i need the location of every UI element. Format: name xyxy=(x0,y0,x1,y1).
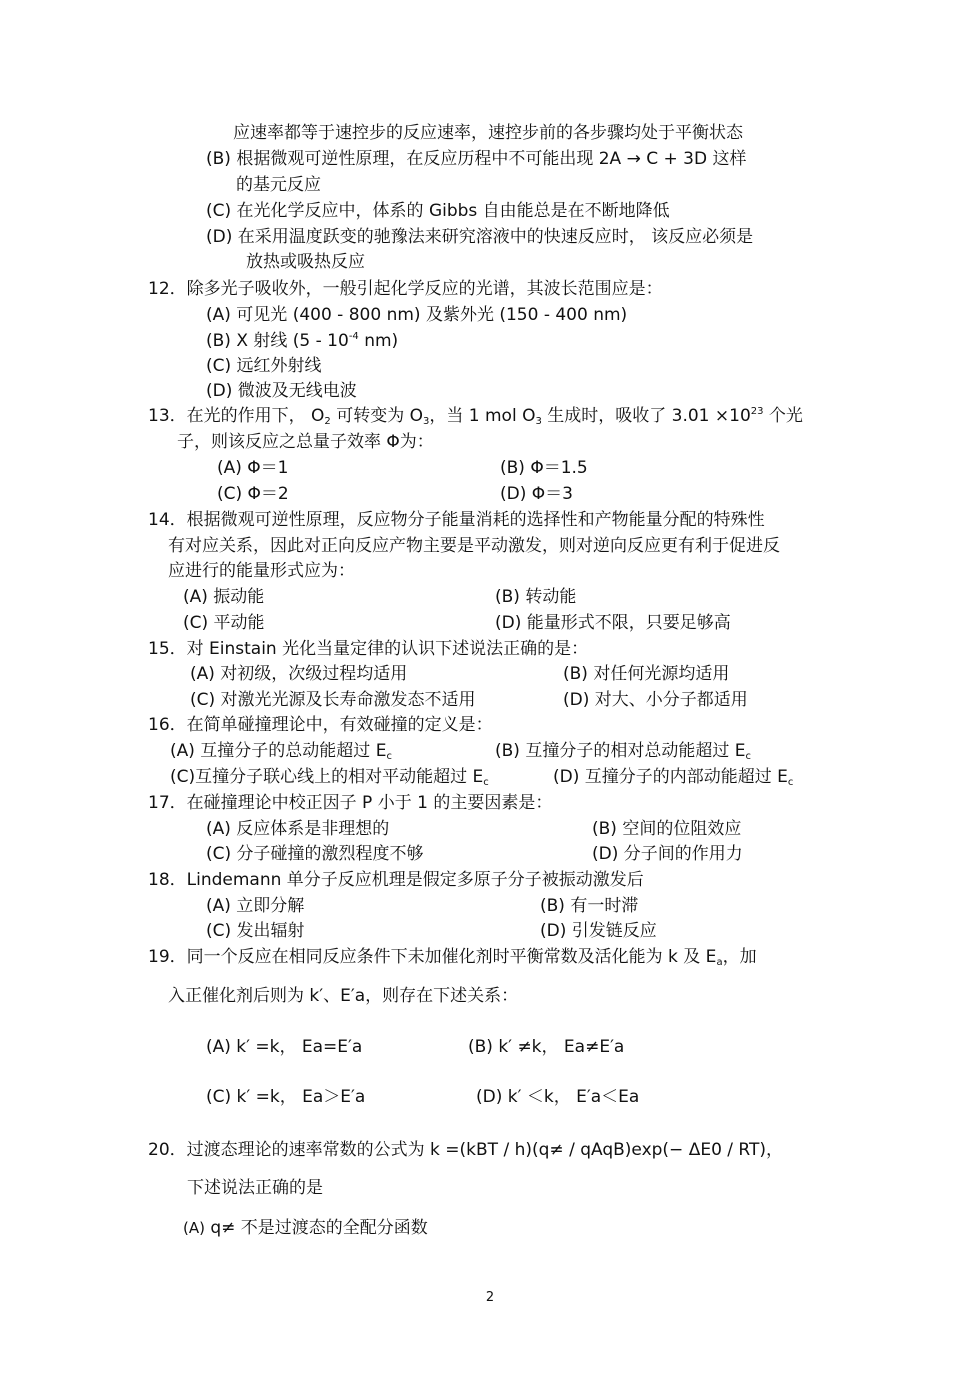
q19-stem-line1: 19．同一个反应在相同反应条件下未加催化剂时平衡常数及活化能为 k 及 $E_a$，加 xyxy=(148,947,757,968)
q20-option-a: (A) q≠ 不是过渡态的全配分函数 xyxy=(183,1218,428,1238)
q11-option-b-line2: 的基元反应 xyxy=(236,175,321,195)
q16-option-a: (A) 互撞分子的总动能超过 $E_c$ xyxy=(170,741,392,762)
q20-stem-line2: 下述说法正确的是 xyxy=(187,1178,323,1198)
q17-stem: 17．在碰撞理论中校正因子 P 小于 1 的主要因素是： xyxy=(148,793,553,813)
q17-option-b: (B) 空间的位阻效应 xyxy=(592,819,742,839)
q12-option-d: (D) 微波及无线电波 xyxy=(206,381,357,401)
q11-option-d-line2: 放热或吸热反应 xyxy=(246,252,365,272)
q12-option-b: (B) X 射线 ($5 - 10^{-4}$ nm) xyxy=(206,331,399,351)
q19-stem-line2: 入正催化剂后则为 k′、E′a，则存在下述关系： xyxy=(168,986,519,1006)
q13-option-b: (B) Φ＝1.5 xyxy=(500,458,588,478)
q17-option-d: (D) 分子间的作用力 xyxy=(592,844,743,864)
q13-option-a: (A) Φ＝1 xyxy=(217,458,289,478)
q16-option-b: (B) 互撞分子的相对总动能超过 $E_c$ xyxy=(495,741,751,762)
q11-option-b-line1: (B) 根据微观可逆性原理，在反应历程中不可能出现 2A → C + 3D 这样 xyxy=(206,149,747,169)
q15-stem: 15．对 Einstain 光化当量定律的认识下述说法正确的是： xyxy=(148,639,589,659)
q20-stem: 20．过渡态理论的速率常数的公式为 k =(kBT / h)(q≠ / qAqB)exp(− ΔE0 / RT)， xyxy=(148,1140,784,1160)
q14-option-b: (B) 转动能 xyxy=(495,587,577,607)
q19-option-a: (A) k′ =k， Ea=E′a xyxy=(206,1037,363,1057)
q11-option-a-continuation: 应速率都等于速控步的反应速率，速控步前的各步骤均处于平衡状态 xyxy=(233,123,743,143)
q13-option-d: (D) Φ＝3 xyxy=(500,484,573,504)
page-number: 2 xyxy=(485,1290,495,1305)
q15-option-b: (B) 对任何光源均适用 xyxy=(563,664,730,684)
q12-stem: 12．除多光子吸收外，一般引起化学反应的光谱，其波长范围应是： xyxy=(148,279,663,299)
q17-option-a: (A) 反应体系是非理想的 xyxy=(206,819,390,839)
q12-option-c: (C) 远红外射线 xyxy=(206,356,322,376)
q18-option-d: (D) 引发链反应 xyxy=(540,921,657,941)
q13-stem-line1: 13．在光的作用下， $O_2$ 可转变为 $O_3$，当 1 mol $O_3$ 生成时，吸收了 $3.01 \times 10^{23}$ 个光 xyxy=(148,406,803,427)
q11-option-c: (C) 在光化学反应中，体系的 Gibbs 自由能总是在不断地降低 xyxy=(206,201,670,221)
q15-option-a: (A) 对初级，次级过程均适用 xyxy=(190,664,408,684)
q19-option-d: (D) k′ ＜k， E′a＜Ea xyxy=(476,1087,640,1107)
q15-option-c: (C) 对激光光源及长寿命激发态不适用 xyxy=(190,690,476,710)
q14-stem-line1: 14．根据微观可逆性原理，反应物分子能量消耗的选择性和产物能量分配的特殊性 xyxy=(148,510,765,530)
q14-stem-line2: 有对应关系，因此对正向反应产物主要是平动激发，则对逆向反应更有利于促进反 xyxy=(168,536,780,556)
q16-stem: 16．在简单碰撞理论中，有效碰撞的定义是： xyxy=(148,715,493,735)
q16-option-c: (C)互撞分子联心线上的相对平动能超过 $E_c$ xyxy=(170,767,489,788)
q14-option-d: (D) 能量形式不限，只要足够高 xyxy=(495,613,731,633)
q14-option-c: (C) 平动能 xyxy=(183,613,265,633)
q16-option-d: (D) 互撞分子的内部动能超过 $E_c$ xyxy=(553,767,794,788)
q14-stem-line3: 应进行的能量形式应为： xyxy=(168,561,355,581)
q13-option-c: (C) Φ＝2 xyxy=(217,484,289,504)
q14-option-a: (A) 振动能 xyxy=(183,587,265,607)
q15-option-d: (D) 对大、小分子都适用 xyxy=(563,690,748,710)
q18-option-b: (B) 有一时滞 xyxy=(540,896,639,916)
q19-option-b: (B) k′ ≠k， Ea≠E′a xyxy=(468,1037,625,1057)
q17-option-c: (C) 分子碰撞的激烈程度不够 xyxy=(206,844,424,864)
q11-option-d-line1: (D) 在采用温度跃变的驰豫法来研究溶液中的快速反应时， 该反应必须是 xyxy=(206,227,754,247)
q13-stem-line2: 子，则该反应之总量子效率 Φ为： xyxy=(177,432,434,452)
q19-option-c: (C) k′ =k， Ea＞E′a xyxy=(206,1087,366,1107)
q18-option-a: (A) 立即分解 xyxy=(206,896,305,916)
q12-option-a: (A) 可见光 (400 - 800 nm) 及紫外光 (150 - 400 nm) xyxy=(206,305,628,325)
q18-option-c: (C) 发出辐射 xyxy=(206,921,305,941)
q18-stem: 18．Lindemann 单分子反应机理是假定多原子分子被振动激发后 xyxy=(148,870,644,890)
